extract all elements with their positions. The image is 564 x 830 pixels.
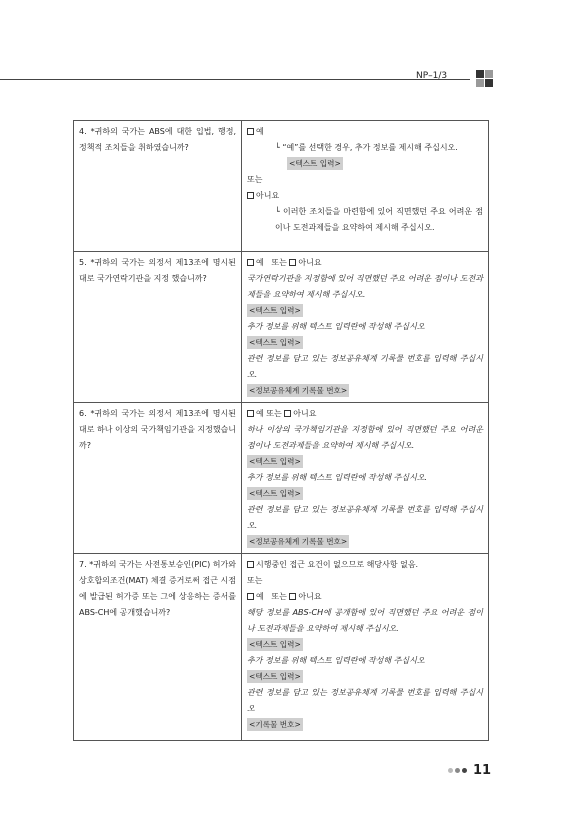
record-number-field[interactable]: <정보공유체계 기록물 번호> — [249, 537, 348, 546]
text-input-field[interactable]: <텍스트 입력> — [249, 457, 301, 466]
prompt-record-number: 관련 정보를 담고 있는 정보공유체계 기록물 번호를 입력해 주십시오. — [247, 354, 483, 379]
answer-6: 예 또는 아니요 하나 이상의 국가책임기관을 지정함에 있어 직면했던 주요 어려운 점이나 도전과제들을 요약하여 제시해 주십시오. <텍스트 입력> 추가 정보를 위해 텍스트 입력란에 작성해 주십시오. <텍스트 입력> 관련 정보를 담고 있는 정보공유체계 기록물 번호를 입력해 주십시오. <정보공유체계 기록물 번호> — [242, 403, 489, 554]
option-yes[interactable]: 예 — [247, 124, 483, 140]
prompt-record-number: 관련 정보를 담고 있는 정보공유체계 기록물 번호를 입력해 주십시오 — [247, 688, 483, 713]
checkbox-icon[interactable] — [247, 128, 254, 135]
record-number-field[interactable]: <기록물 번호> — [249, 720, 301, 729]
text-input-field[interactable]: <텍스트 입력> — [289, 159, 341, 168]
checkbox-icon[interactable] — [247, 259, 254, 266]
header-squares-icon — [476, 70, 494, 88]
text-input-field[interactable]: <텍스트 입력> — [249, 672, 301, 681]
question-6: 6. *귀하의 국가는 의정서 제13조에 명시된 대로 하나 이상의 국가책임기관을 지정했습니까? — [74, 403, 242, 554]
checkbox-icon[interactable] — [289, 593, 296, 600]
or-label: 또는 — [247, 576, 263, 585]
option-no[interactable]: 아니요 — [247, 188, 483, 204]
page-number: 11 — [473, 763, 492, 778]
record-number-field[interactable]: <정보공유체계 기록물 번호> — [249, 386, 348, 395]
checkbox-icon[interactable] — [284, 410, 291, 417]
prompt-summary: 하나 이상의 국가책임기관을 지정함에 있어 직면했던 주요 어려운 점이나 도전과제들을 요약하여 제시해 주십시오. — [247, 425, 483, 450]
text-input-field[interactable]: <텍스트 입력> — [249, 338, 301, 347]
text-input-field[interactable]: <텍스트 입력> — [249, 640, 301, 649]
no-note: └ 이러한 조치들을 마련함에 있어 직면했던 주요 어려운 점이나 도전과제들을 요약하여 제시해 주십시오. — [275, 207, 483, 232]
answer-4 — [242, 121, 489, 252]
prompt-additional: 추가 정보를 위해 텍스트 입력란에 작성해 주십시오 — [247, 656, 425, 665]
prompt-additional: 추가 정보를 위해 텍스트 입력란에 작성해 주십시오. — [247, 473, 428, 482]
question-5: 5. *귀하의 국가는 의정서 제13조에 명시된 대로 국가연락기관을 지정 했습니까? — [74, 252, 242, 403]
prompt-record-number: 관련 정보를 담고 있는 정보공유체계 기록물 번호를 입력해 주십시오. — [247, 505, 483, 530]
text-input-field[interactable]: <텍스트 입력> — [249, 306, 301, 315]
prompt-summary: 해당 정보를 ABS-CH에 공개함에 있어 직면했던 주요 어려운 점이나 도전과제들을 요약하여 제시해 주십시오. — [247, 608, 483, 633]
checkbox-icon[interactable] — [247, 192, 254, 199]
prompt-summary: 국가연락기관을 지정함에 있어 직면했던 주요 어려운 점이나 도전과제들을 요약하여 제시해 주십시오. — [247, 274, 483, 299]
checkbox-icon[interactable] — [289, 259, 296, 266]
question-7: 7. *귀하의 국가는 사전통보승인(PIC) 허가와 상호합의조건(MAT) 체결 증거로써 접근 시점에 발급된 허가증 또는 그에 상응하는 증서를 ABS-CH에 공개했습니까? — [74, 554, 242, 741]
answer-5: 예 또는 아니요 국가연락기관을 지정함에 있어 직면했던 주요 어려운 점이나 도전과제들을 요약하여 제시해 주십시오. <텍스트 입력> 추가 정보를 위해 텍스트 입력란에 작성해 주십시오 <텍스트 입력> 관련 정보를 담고 있는 정보공유체계 기록물 번호를 입력해 주십시오. <정보공유체계 기록물 번호> — [242, 252, 489, 403]
prompt-additional: 추가 정보를 위해 텍스트 입력란에 작성해 주십시오 — [247, 322, 425, 331]
question-4: 4. *귀하의 국가는 ABS에 대한 입법, 행정, 정책적 조치들을 취하였습니까? — [74, 121, 242, 252]
text-input-field[interactable]: <텍스트 입력> — [249, 489, 301, 498]
questionnaire-table — [73, 120, 489, 741]
table-row — [74, 121, 489, 252]
checkbox-icon[interactable] — [247, 410, 254, 417]
checkbox-icon[interactable] — [247, 593, 254, 600]
checkbox-icon[interactable] — [247, 561, 254, 568]
header-rule — [0, 79, 470, 80]
dot-icon — [455, 768, 460, 773]
or-label: 또는 — [247, 175, 263, 184]
table-row — [74, 554, 489, 741]
dot-icon — [448, 768, 453, 773]
yes-note: └ “예”를 선택한 경우, 추가 정보를 제시해 주십시오. — [275, 143, 458, 152]
document-code: NP–1/3 — [416, 71, 448, 81]
answer-7: 시행중인 접근 요건이 없으므로 해당사항 없음. 또는 예 또는 아니요 해당 정보를 ABS-CH에 공개함에 있어 직면했던 주요 어려운 점이나 도전과제들을 요약하여 제시해 주십시오. <텍스트 입력> 추가 정보를 위해 텍스트 입력란에 작성해 주십시오 <텍스트 입력> 관련 정보를 담고 있는 정보공유체계 기록물 번호를 입력해 주십시오 <기록물 번호> — [242, 554, 489, 741]
table-row — [74, 252, 489, 403]
table-row — [74, 403, 489, 554]
dot-icon — [462, 768, 467, 773]
page-footer — [448, 763, 491, 778]
